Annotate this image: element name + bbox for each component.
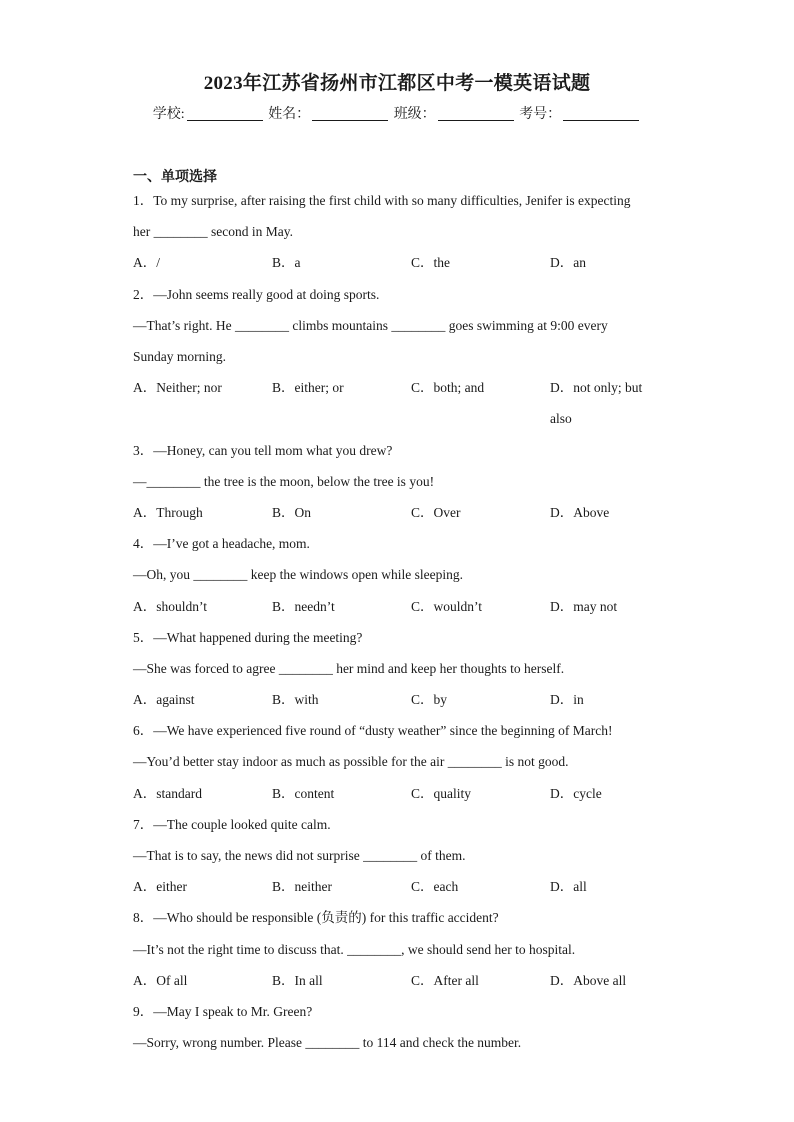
option-b[interactable]: B．neither (272, 879, 332, 895)
question-line: —That’s right. He ________ climbs mountains ________ goes swimming at 9:00 every (133, 317, 608, 333)
option-c[interactable]: C．quality (411, 785, 471, 801)
question-8 (133, 902, 663, 996)
question-stem: 5．—What happened during the meeting? (133, 629, 363, 645)
option-a[interactable]: A．Of all (133, 972, 188, 988)
number-blank[interactable] (563, 106, 639, 121)
question-line: —Sorry, wrong number. Please ________ to 114 and check the number. (133, 1035, 522, 1051)
option-b[interactable]: B．either; or (272, 380, 344, 396)
question-line: —That is to say, the news did not surprise ________ of them. (133, 848, 466, 864)
question-line: —________ the tree is the moon, below the tree is you! (133, 473, 435, 489)
option-c[interactable]: C．by (411, 692, 448, 708)
question-line: —It’s not the right time to discuss that. ________, we should send her to hospital. (133, 941, 576, 957)
question-2 (133, 279, 663, 435)
option-b[interactable]: B．needn’t (272, 598, 335, 614)
question-1 (133, 185, 663, 279)
class-blank[interactable] (438, 106, 514, 121)
answer-options (133, 684, 663, 715)
answer-options (133, 965, 663, 996)
question-9 (133, 996, 663, 1058)
number-label: 考号： (519, 107, 562, 122)
question-3 (133, 435, 663, 529)
option-d[interactable]: D．Above (550, 504, 610, 520)
option-d[interactable]: D．in (550, 692, 584, 708)
question-5 (133, 622, 663, 716)
question-4 (133, 528, 663, 622)
option-b[interactable]: B．with (272, 692, 319, 708)
option-b[interactable]: B．On (272, 504, 312, 520)
option-c[interactable]: C．both; and (411, 380, 485, 396)
question-line: —You’d better stay indoor as much as possible for the air ________ is not good. (133, 754, 569, 770)
option-d[interactable]: D．an (550, 255, 586, 271)
school-blank[interactable] (187, 106, 263, 121)
question-7 (133, 809, 663, 903)
option-a[interactable]: A．/ (133, 255, 160, 271)
name-label: 姓名： (268, 107, 311, 122)
option-b[interactable]: B．a (272, 255, 301, 271)
answer-options (133, 778, 663, 809)
question-stem: 6．—We have experienced five round of “dusty weather” since the beginning of March! (133, 723, 613, 739)
option-c[interactable]: C．Over (411, 504, 461, 520)
option-a[interactable]: A．standard (133, 785, 202, 801)
option-a[interactable]: A．Through (133, 504, 203, 520)
question-stem: 2．—John seems really good at doing sports. (133, 286, 380, 302)
answer-options (133, 372, 663, 434)
section-heading: 一、单项选择 (133, 169, 217, 185)
question-list (133, 185, 663, 1058)
option-a[interactable]: A．against (133, 692, 195, 708)
answer-options (133, 871, 663, 902)
question-stem: 3．—Honey, can you tell mom what you drew? (133, 442, 393, 458)
answer-options (133, 247, 663, 278)
exam-title: 2023年江苏省扬州市江都区中考一模英语试题 (203, 73, 591, 94)
question-line: Sunday morning. (133, 348, 226, 364)
option-d[interactable]: D．Above all (550, 972, 627, 988)
question-stem: 8．—Who should be responsible (负责的) for this traffic accident? (133, 910, 499, 926)
option-a[interactable]: A．either (133, 879, 187, 895)
option-d[interactable]: D．all (550, 879, 587, 895)
option-c[interactable]: C．each (411, 879, 459, 895)
option-b[interactable]: B．In all (272, 972, 323, 988)
option-d[interactable]: D．cycle (550, 785, 602, 801)
question-stem: 7．—The couple looked quite calm. (133, 816, 331, 832)
option-c[interactable]: C．After all (411, 972, 479, 988)
option-c[interactable]: C．wouldn’t (411, 598, 483, 614)
question-line: —Oh, you ________ keep the windows open while sleeping. (133, 567, 463, 583)
student-info-row (0, 103, 794, 123)
option-d[interactable]: D．not only; but also (550, 380, 643, 427)
option-b[interactable]: B．content (272, 785, 335, 801)
answer-options (133, 591, 663, 622)
option-a[interactable]: A．Neither; nor (133, 380, 222, 396)
question-6 (133, 715, 663, 809)
question-stem: 1．To my surprise, after raising the first child with so many difficulties, Jenifer is expecting (133, 193, 631, 208)
option-d[interactable]: D．may not (550, 598, 618, 614)
option-c[interactable]: C．the (411, 255, 450, 271)
school-label: 学校: (152, 107, 185, 122)
question-line: —She was forced to agree ________ her mind and keep her thoughts to herself. (133, 660, 565, 676)
question-line: her ________ second in May. (133, 224, 293, 240)
question-stem: 4．—I’ve got a headache, mom. (133, 536, 310, 552)
name-blank[interactable] (312, 106, 388, 121)
answer-options (133, 497, 663, 528)
question-stem: 9．—May I speak to Mr. Green? (133, 1004, 313, 1020)
option-a[interactable]: A．shouldn’t (133, 598, 208, 614)
class-label: 班级： (393, 107, 436, 122)
